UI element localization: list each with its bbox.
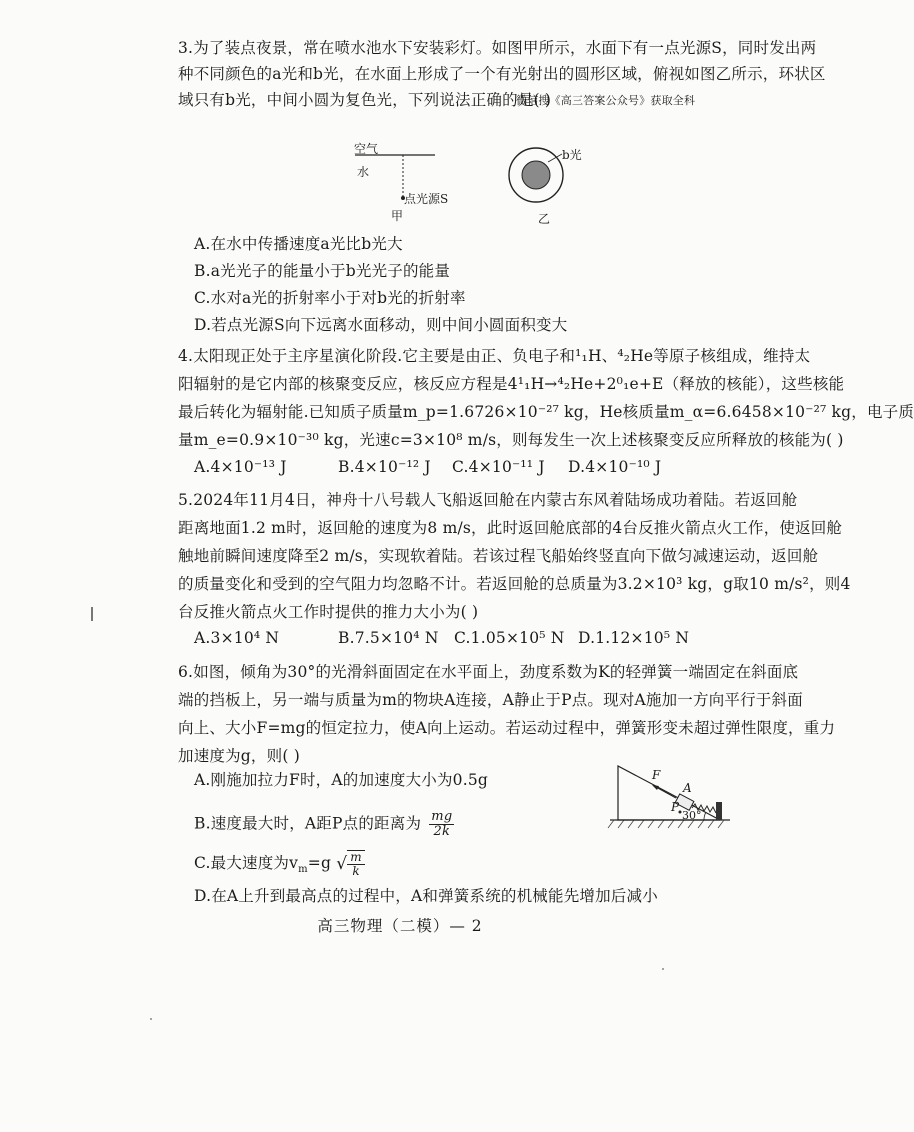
q6-fig-a-label: A	[683, 781, 692, 795]
q3-watermark: 微信搜《高三答案公众号》获取全科	[516, 94, 696, 107]
q6-line-1: 6.如图，倾角为30°的光滑斜面固定在水平面上，劲度系数为K的轻弹簧一端固定在斜面底	[178, 663, 799, 681]
q3-option-b: B.a光光子的能量小于b光光子的能量	[194, 262, 451, 280]
q5-line-1: 5.2024年11月4日，神舟十八号载人飞船返回舱在内蒙古东风着陆场成功着陆。若返回舱	[178, 491, 798, 509]
q4-line-4: 量m_e=0.9×10⁻³⁰ kg，光速c=3×10⁸ m/s，则每发生一次上述核聚变反应所释放的核能为( )	[178, 431, 844, 449]
scan-mark	[91, 607, 93, 621]
q3-fig-b-label: b光	[562, 148, 582, 162]
q6-option-c	[194, 850, 365, 878]
q4-line-1: 4.太阳现正处于主序星演化阶段.它主要是由正、负电子和¹₁H、⁴₂He等原子核组成，维持太	[178, 347, 811, 365]
q6-fig-angle-label: 30°	[682, 809, 702, 822]
q6-option-c-fraction	[347, 850, 365, 878]
q6-incline-figure	[600, 758, 740, 833]
q5-line-4: 的质量变化和受到的空气阻力均忽略不计。若返回舱的总质量为3.2×10³ kg，g取10 m/s²，则4	[178, 575, 851, 593]
q3-line-3: 域只有b光，中间小圆为复色光，下列说法正确的是( )	[178, 91, 552, 109]
q3-line-2: 种不同颜色的a光和b光，在水面上形成了一个有光射出的圆形区域，俯视如图乙所示，环状区	[178, 65, 826, 83]
force-arrow	[656, 787, 676, 798]
q6-option-c-text: C.最大速度为v	[194, 854, 299, 872]
q4-option-c: C.4×10⁻¹¹ J	[452, 458, 545, 476]
q3-fig-jia-caption: 甲	[391, 209, 404, 223]
stopper	[716, 802, 722, 820]
q6-option-a: A.刚施加拉力F时，A的加速度大小为0.5g	[194, 771, 489, 789]
q4-line-3: 最后转化为辐射能.已知质子质量m_p=1.6726×10⁻²⁷ kg，He核质量m_α=6.6458×10⁻²⁷ kg，电子质	[178, 403, 914, 421]
q6-line-3: 向上、大小F=mg的恒定拉力，使A向上运动。若运动过程中，弹簧形变未超过弹性限度，重力	[178, 719, 836, 737]
q6-option-b-text: B.速度最大时，A距P点的距离为	[194, 814, 422, 833]
q5-option-d: D.1.12×10⁵ N	[578, 629, 690, 647]
q3-fig-air-label: 空气	[354, 142, 379, 156]
q4-option-b: B.4×10⁻¹² J	[338, 458, 431, 476]
q5-option-a: A.3×10⁴ N	[194, 629, 280, 647]
q3-option-d: D.若点光源S向下远离水面移动，则中间小圆面积变大	[194, 316, 568, 334]
q6-line-4: 加速度为g，则( )	[178, 747, 300, 765]
q3-fig-water-label: 水	[357, 165, 370, 179]
scan-dot	[662, 968, 664, 970]
q3-fig-yi-caption: 乙	[538, 212, 551, 226]
q6-option-c-denominator: k	[352, 864, 360, 878]
q3-fig-source-label: 点光源S	[404, 192, 449, 206]
q6-option-c-numerator: m	[347, 851, 365, 865]
q6-option-b-fraction	[429, 810, 454, 839]
q5-option-b: B.7.5×10⁴ N	[338, 629, 439, 647]
q6-fig-f-label: F	[652, 768, 661, 782]
q6-fig-p-label: P	[671, 800, 680, 814]
q5-line-2: 距离地面1.2 m时，返回舱的速度为8 m/s，此时返回舱底部的4台反推火箭点火工作，使返回舱	[178, 519, 843, 537]
page-footer: 高三物理（二模）— 2	[317, 917, 483, 935]
q6-option-c-eq: =g	[307, 854, 332, 872]
q4-line-2: 阳辐射的是它内部的核聚变反应，核反应方程是4¹₁H→⁴₂He+2⁰₁e+E（释放的核能），这些核能	[178, 375, 845, 393]
q6-line-2: 端的挡板上，另一端与质量为m的物块A连接，A静止于P点。现对A施加一方向平行于斜面	[178, 691, 803, 709]
q4-option-a: A.4×10⁻¹³ J	[194, 458, 287, 476]
q5-option-c: C.1.05×10⁵ N	[454, 629, 565, 647]
q5-line-3: 触地前瞬间速度降至2 m/s，实现软着陆。若该过程飞船始终竖直向下做匀减速运动，返回舱	[178, 547, 819, 565]
q6-option-b-denominator: 2k	[433, 824, 451, 839]
q3-option-c: C.水对a光的折射率小于对b光的折射率	[194, 289, 466, 307]
incline-triangle	[618, 766, 720, 820]
q6-option-b	[194, 810, 454, 839]
q6-option-d: D.在A上升到最高点的过程中，A和弹簧系统的机械能先增加后减小	[194, 887, 658, 905]
q3-option-a: A.在水中传播速度a光比b光大	[194, 235, 403, 253]
q6-option-b-numerator: mg	[431, 809, 453, 824]
q6-option-c-sub: m	[298, 864, 308, 876]
inner-circle	[522, 161, 550, 189]
sqrt-icon: √	[336, 854, 348, 874]
q3-line-1: 3.为了装点夜景，常在喷水池水下安装彩灯。如图甲所示，水面下有一点光源S，同时发出两	[178, 39, 817, 57]
q4-option-d: D.4×10⁻¹⁰ J	[568, 458, 662, 476]
scan-dot	[150, 1018, 152, 1020]
q5-line-5: 台反推火箭点火工作时提供的推力大小为( )	[178, 603, 479, 621]
